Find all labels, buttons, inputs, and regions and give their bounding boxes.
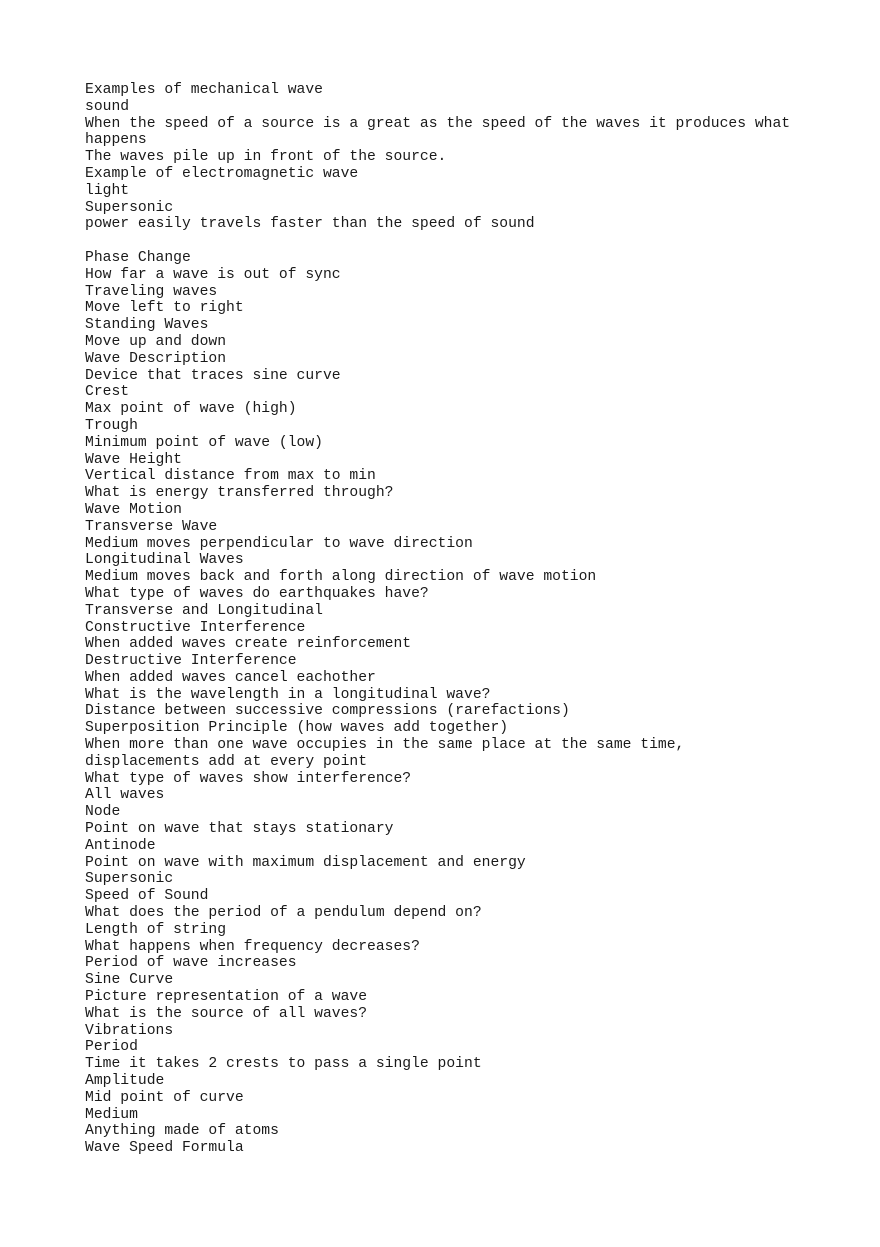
text-line: Vibrations (85, 1022, 174, 1039)
text-line: Node (85, 804, 121, 821)
text-line: What is the wavelength in a longitudinal wave? (85, 686, 491, 703)
text-line: Wave Motion (85, 501, 182, 518)
text-line: Antinode (85, 837, 156, 854)
text-line: When added waves create reinforcement (85, 636, 412, 653)
text-line: Move left to right (85, 300, 244, 317)
blank-line (85, 233, 845, 250)
text-line: Max point of wave (high) (85, 401, 297, 418)
text-line: When the speed of a source is a great as the speed of the waves it produces what (85, 115, 791, 132)
text-line: power easily travels faster than the speed of sound (85, 216, 535, 233)
text-line: displacements add at every point (85, 753, 368, 770)
text-line: What type of waves do earthquakes have? (85, 585, 429, 602)
text-line: Superposition Principle (how waves add together) (85, 720, 509, 737)
text-line: Minimum point of wave (low) (85, 434, 323, 451)
text-line: Transverse Wave (85, 518, 218, 535)
text-line: When added waves cancel eachother (85, 669, 376, 686)
text-line: What is the source of all waves? (85, 1005, 368, 1022)
text-line: Anything made of atoms (85, 1123, 279, 1140)
text-line: happens (85, 132, 147, 149)
text-line: What is energy transferred through? (85, 485, 394, 502)
text-line: Point on wave with maximum displacement and energy (85, 854, 526, 871)
text-line: sound (85, 98, 130, 115)
text-line: Mid point of curve (85, 1089, 244, 1106)
text-line: Supersonic (85, 199, 174, 216)
text-line: Standing Waves (85, 317, 209, 334)
text-line: Trough (85, 417, 138, 434)
text-line: Transverse and Longitudinal (85, 602, 323, 619)
text-line: All waves (85, 787, 165, 804)
text-line: Wave Description (85, 350, 227, 367)
text-line: Constructive Interference (85, 619, 306, 636)
text-line: light (85, 182, 130, 199)
text-line: Wave Speed Formula (85, 1140, 244, 1157)
text-line: Destructive Interference (85, 653, 297, 670)
text-line: Supersonic (85, 871, 174, 888)
text-line: Time it takes 2 crests to pass a single point (85, 1056, 482, 1073)
document-page (85, 82, 845, 1157)
text-line: What does the period of a pendulum depend on? (85, 905, 482, 922)
text-line: Traveling waves (85, 283, 218, 300)
text-line: Vertical distance from max to min (85, 468, 376, 485)
text-line: Longitudinal Waves (85, 552, 244, 569)
text-line: Examples of mechanical wave (85, 82, 323, 98)
text-line: Crest (85, 384, 130, 401)
text-line: Period (85, 1039, 138, 1056)
text-line: Medium moves back and forth along direction of wave motion (85, 569, 597, 586)
text-line: Move up and down (85, 333, 227, 350)
text-line: Speed of Sound (85, 888, 209, 905)
text-line: How far a wave is out of sync (85, 266, 341, 283)
text-line: What type of waves show interference? (85, 770, 412, 787)
text-line: Wave Height (85, 451, 182, 468)
text-line: Period of wave increases (85, 955, 297, 972)
text-line: Picture representation of a wave (85, 989, 368, 1006)
text-line: Example of electromagnetic wave (85, 165, 359, 182)
text-line: Distance between successive compressions (rarefactions) (85, 703, 570, 720)
text-line: Point on wave that stays stationary (85, 821, 394, 838)
text-line: The waves pile up in front of the source. (85, 149, 447, 166)
text-line: Device that traces sine curve (85, 367, 341, 384)
text-line: Sine Curve (85, 972, 174, 989)
text-line: What happens when frequency decreases? (85, 938, 420, 955)
text-line: When more than one wave occupies in the same place at the same time, (85, 737, 685, 754)
text-line: Length of string (85, 921, 227, 938)
text-line: Phase Change (85, 249, 191, 266)
text-line: Medium (85, 1106, 138, 1123)
text-line: Medium moves perpendicular to wave direction (85, 535, 473, 552)
text-line: Amplitude (85, 1073, 165, 1090)
